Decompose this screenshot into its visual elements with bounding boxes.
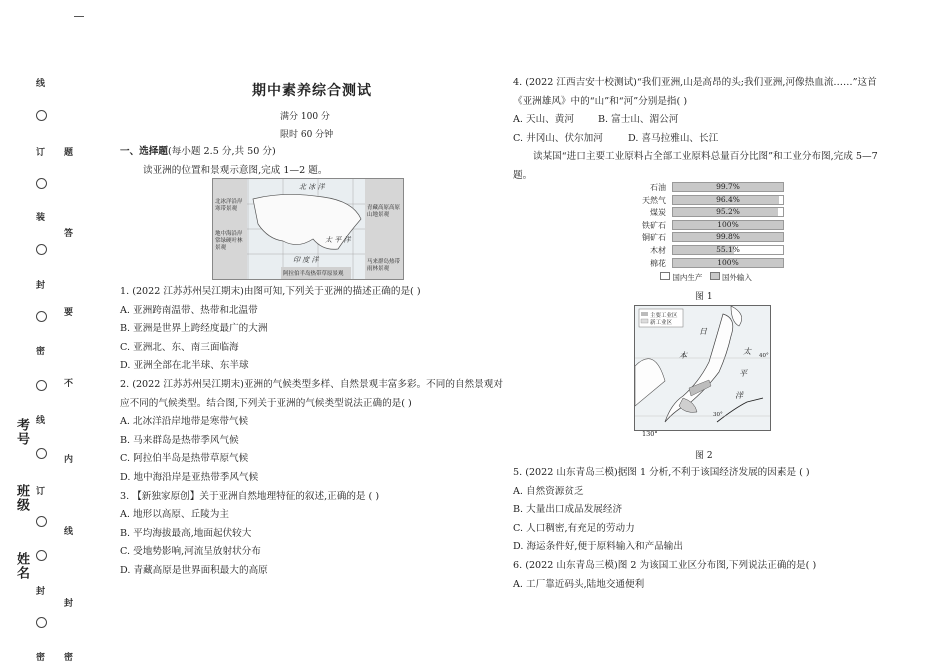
bar-value-label: 55.1% (716, 245, 740, 254)
lat-40-label: 40° (759, 353, 769, 359)
bar-track (672, 195, 784, 205)
bar-category-label: 煤炭 (650, 208, 666, 218)
binding-char: 封 (36, 281, 46, 291)
legend-domestic: 国内生产 (672, 273, 703, 282)
binding-hole (36, 244, 47, 255)
binding-char: 封 (36, 587, 46, 597)
bar-value-label: 99.8% (716, 232, 740, 242)
bar-track (672, 220, 784, 230)
binding-inner-char: 封 (64, 599, 74, 609)
indian-ocean-label: 印 度 洋 (293, 256, 319, 264)
question-option: C. 井冈山、伏尔加河 (513, 132, 603, 144)
binding-inner-char: 线 (64, 527, 74, 537)
asia-map (212, 178, 404, 280)
legend-new-industrial: 新工业区 (650, 320, 673, 326)
right-questions-bottom (513, 464, 898, 594)
pacific-ocean-label: 太 平 洋 (325, 236, 351, 244)
bar-category-label: 棉花 (650, 258, 666, 268)
bar-row (632, 232, 792, 241)
binding-char: 装 (36, 213, 46, 223)
question-option: D. 青藏高原是世界面积最大的高原 (120, 564, 268, 576)
question-option: A. 自然资源贫乏 (513, 485, 584, 497)
figure2-caption: 图 2 (695, 451, 713, 461)
malay-label: 马来群岛热带雨林景观 (367, 259, 401, 272)
arctic-ocean-label: 北 冰 洋 (299, 183, 325, 191)
question-option: D. 地中海沿岸是亚热带季风气候 (120, 471, 259, 483)
question-option: A. 地形以高原、丘陵为主 (120, 509, 229, 521)
japan-map (634, 305, 771, 431)
bar-row (632, 207, 792, 216)
question-stem: 1. (2022 江苏苏州吴江期末)由图可知,下列关于亚洲的描述正确的是( ) (120, 286, 421, 297)
bar-row (632, 245, 792, 254)
bar-value-label: 99.7% (716, 182, 740, 191)
question-option: D. 喜马拉雅山、长江 (628, 132, 719, 144)
binding-char: 订 (36, 148, 46, 158)
map-label-ri: 日 (699, 327, 707, 336)
binding-hole (36, 448, 47, 459)
binding-inner-char: 密 (64, 653, 74, 663)
binding-hole (36, 311, 47, 322)
legend-import: 国外输入 (721, 273, 752, 282)
left-questions (120, 283, 505, 581)
lon-130-label: 130° (642, 430, 658, 438)
group-intro: 读某国“进口主要工业原料占全部工业原料总量百分比图”和工业分布图,完成 5—7 (533, 151, 878, 163)
class-label: 班级 (14, 484, 29, 512)
exam-title: 期中素养综合测试 (252, 83, 372, 99)
arabia-label: 阿拉伯半岛热带草原景观 (283, 271, 344, 277)
section-note: (每小题 2.5 分,共 50 分) (167, 146, 276, 157)
chart-legend (660, 272, 752, 283)
import-chart (632, 182, 792, 282)
bar-track (672, 232, 784, 242)
bar-category-label: 木材 (650, 246, 666, 255)
bar-row (632, 258, 792, 267)
binding-char: 线 (36, 79, 46, 89)
bar-track (672, 245, 784, 255)
question-option: C. 阿拉伯半岛是热带草原气候 (120, 453, 249, 465)
bar-row (632, 220, 792, 229)
right-questions-top (513, 74, 898, 186)
binding-hole (36, 516, 47, 527)
tibet-label: 青藏高原高原山地景观 (367, 205, 401, 218)
question-stem-cont: 应不同的气候类型。结合图,下列关于亚洲的气候类型说法正确的是( ) (120, 397, 412, 409)
binding-inner-char: 不 (64, 379, 74, 389)
question-option: B. 马来群岛是热带季风气候 (120, 434, 239, 446)
section-title: 一、选择题 (120, 146, 168, 157)
bar-category-label: 铜矿石 (642, 233, 666, 243)
binding-hole (36, 617, 47, 628)
figure1-caption: 图 1 (695, 292, 713, 302)
bar-track (672, 182, 784, 192)
question-options-row (513, 111, 898, 130)
student-id-label: 考号 (14, 418, 29, 446)
binding-hole (36, 550, 47, 561)
bar-row (632, 182, 792, 191)
question-option: A. 亚洲跨南温带、热带和北温带 (120, 304, 258, 316)
top-dash (74, 16, 84, 17)
question-stem: 4. (2022 江西吉安十校测试)“我们亚洲,山是高昂的头;我们亚洲,河像热血流……”这首 (513, 77, 877, 88)
binding-char: 密 (36, 653, 46, 663)
question-option: C. 人口稠密,有充足的劳动力 (513, 522, 635, 534)
binding-hole (36, 178, 47, 189)
binding-char: 订 (36, 487, 46, 497)
question-option: B. 富士山、湄公河 (598, 114, 679, 126)
bar-track (672, 258, 784, 268)
question-option: D. 亚洲全部在北半球、东半球 (120, 360, 249, 372)
binding-inner-char: 内 (64, 455, 74, 465)
bar-category-label: 石油 (650, 183, 666, 192)
map-label-ping: 平 (739, 369, 747, 378)
question-stem: 3. 【新独家原创】关于亚洲自然地理特征的叙述,正确的是 ( ) (120, 490, 380, 502)
question-option: A. 北冰洋沿岸地带是寒带气候 (120, 416, 249, 428)
question-options-row (513, 130, 898, 149)
time-limit: 限时 60 分钟 (280, 130, 334, 140)
question-stem: 5. (2022 山东青岛三模)据图 1 分析,不利于该国经济发展的因素是 ( ) (513, 467, 810, 478)
legend-main-industrial: 主要工业区 (650, 313, 678, 319)
bar-value-label: 95.2% (716, 207, 740, 217)
section-heading (120, 143, 276, 157)
binding-char: 密 (36, 347, 46, 357)
question-option: A. 天山、黄河 (513, 114, 574, 126)
arctic-coast-label: 北冰洋沿岸寒带景观 (215, 199, 243, 212)
map-label-tai: 太 (743, 347, 751, 356)
question-option: B. 平均海拔最高,地面起伏较大 (120, 527, 252, 539)
question-stem: 6. (2022 山东青岛三模)图 2 为该国工业区分布图,下列说法正确的是( ) (513, 559, 817, 571)
section-intro: 读亚洲的位置和景观示意图,完成 1—2 题。 (143, 165, 328, 176)
binding-inner-char: 答 (64, 229, 74, 239)
question-stem-cont: 《亚洲雄风》中的“山”和“河”分别是指( ) (513, 95, 688, 107)
bar-value-label: 100% (717, 257, 739, 267)
bar-track (672, 207, 784, 217)
question-option: A. 工厂靠近码头,陆地交通便利 (513, 578, 645, 590)
binding-char: 线 (36, 416, 46, 426)
full-score: 满分 100 分 (280, 112, 330, 122)
question-option: C. 受地势影响,河流呈放射状分布 (120, 546, 261, 558)
map-label-ben: 本 (679, 351, 687, 360)
bar-category-label: 天然气 (642, 195, 666, 205)
name-label: 姓名 (14, 552, 29, 580)
binding-hole (36, 110, 47, 121)
group-intro-cont: 题。 (513, 169, 533, 181)
legend-swatch-import (710, 272, 720, 280)
question-stem: 2. (2022 江苏苏州吴江期末)亚洲的气候类型多样、自然景观丰富多彩。不同的自然景观对 (120, 378, 503, 390)
binding-inner-char: 题 (64, 148, 74, 158)
bar-category-label: 铁矿石 (642, 220, 666, 230)
question-option: D. 海运条件好,便于原料输入和产品输出 (513, 541, 683, 553)
bar-row (632, 195, 792, 204)
question-option: B. 亚洲是世界上跨经度最广的大洲 (120, 323, 268, 335)
lat-30-label: 30° (713, 412, 723, 418)
map-label-yang: 洋 (735, 391, 743, 400)
question-option: B. 大量出口成品发展经济 (513, 504, 623, 516)
legend-swatch-domestic (660, 272, 670, 280)
bar-value-label: 100% (717, 219, 739, 229)
bar-value-label: 96.4% (716, 194, 740, 204)
binding-hole (36, 380, 47, 391)
mediterranean-label: 地中海沿岸常绿硬叶林景观 (215, 231, 243, 251)
question-option: C. 亚洲北、东、南三面临海 (120, 341, 239, 353)
binding-inner-char: 要 (64, 308, 74, 318)
